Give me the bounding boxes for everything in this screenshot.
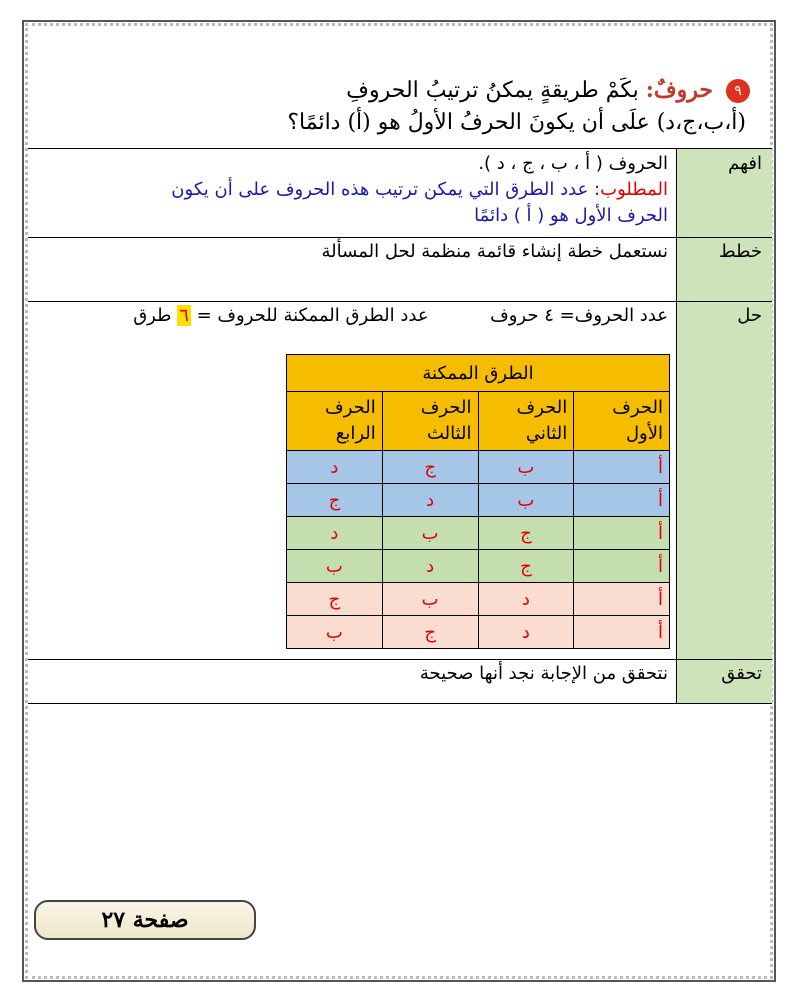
- table-cell: ج: [382, 451, 478, 484]
- column-header-line: الأول: [625, 423, 663, 444]
- column-header-line: الحرف: [325, 397, 376, 418]
- step-label-understand: افهم: [728, 153, 762, 174]
- row-divider: [28, 301, 772, 302]
- row-divider: [28, 659, 772, 660]
- column-header-line: الحرف: [516, 397, 568, 418]
- table-cell: د: [287, 451, 383, 484]
- table-cell: د: [287, 517, 383, 550]
- table-cell: ب: [382, 517, 478, 550]
- check-text: نتحقق من الإجابة نجد أنها صحيحة: [419, 663, 668, 684]
- plan-text: نستعمل خطة إنشاء قائمة منظمة لحل المسألة: [321, 241, 668, 262]
- required-line: [48, 177, 668, 203]
- question-heading: [50, 74, 750, 139]
- table-cell: د: [382, 550, 478, 583]
- row-divider: [28, 237, 772, 238]
- ways-count-value: ٦: [179, 305, 189, 326]
- table-cell: أ: [574, 451, 670, 484]
- table-cell: ج: [287, 484, 383, 517]
- table-row: [287, 583, 670, 616]
- table-cell: ج: [478, 550, 574, 583]
- letters-line: الحروف ( أ ، ب ، ج ، د ).: [478, 153, 668, 174]
- table-cell: أ: [574, 583, 670, 616]
- table-cell: أ: [574, 517, 670, 550]
- question-keyword: حروفٌ:: [645, 77, 713, 103]
- ways-count-label: عدد الطرق الممكنة للحروف =: [196, 305, 429, 326]
- problem-solving-plan: [28, 148, 772, 704]
- step-label-solve: حل: [737, 305, 762, 326]
- table-cell: ج: [287, 583, 383, 616]
- column-header: [287, 392, 383, 451]
- table-cell: ب: [287, 550, 383, 583]
- page-number-box: [34, 900, 256, 940]
- table-caption: الطرق الممكنة: [287, 355, 670, 392]
- table-cell: د: [478, 583, 574, 616]
- solve-line: [48, 303, 668, 329]
- column-header-line: الرابع: [335, 423, 376, 444]
- table-cell: أ: [574, 616, 670, 649]
- step-label-column: [676, 149, 772, 703]
- letter-count: عدد الحروف= ٤ حروف: [490, 305, 668, 326]
- question-line-1: بكَمْ طريقةٍ يمكنُ ترتيبُ الحروفِ: [346, 78, 639, 103]
- table-cell: ب: [478, 484, 574, 517]
- table-row: [287, 484, 670, 517]
- table-cell: أ: [574, 484, 670, 517]
- table-cell: ب: [382, 583, 478, 616]
- table-cell: ج: [382, 616, 478, 649]
- table-cell: د: [478, 616, 574, 649]
- table-cell: ج: [478, 517, 574, 550]
- column-header-line: الحرف: [612, 397, 663, 418]
- column-header: [382, 392, 478, 451]
- column-header: [574, 392, 670, 451]
- required-label: المطلوب: [600, 179, 668, 200]
- required-line-continued: الحرف الأول هو ( أ ) دائمًا: [474, 205, 668, 226]
- ways-count-unit: طرق: [133, 305, 172, 326]
- step-label-check: تحقق: [721, 663, 762, 684]
- table-row: [287, 451, 670, 484]
- column-header: [478, 392, 574, 451]
- table-cell: د: [382, 484, 478, 517]
- page-number: ٢٧: [101, 907, 126, 933]
- question-number-badge: ٩: [726, 79, 750, 103]
- table-cell: ب: [287, 616, 383, 649]
- step-label-plan: خطط: [719, 241, 762, 262]
- table-cell: ب: [478, 451, 574, 484]
- question-line-2: (أ،ب،ج،د) علَى أن يكونَ الحرفُ الأولُ هو (أ) دائمًا؟: [287, 110, 746, 135]
- column-header-line: الثاني: [525, 423, 568, 444]
- column-header-line: الحرف: [420, 397, 472, 418]
- table-cell: أ: [574, 550, 670, 583]
- table-row: [287, 616, 670, 649]
- column-header-line: الثالث: [426, 423, 472, 444]
- required-text: : عدد الطرق التي يمكن ترتيب هذه الحروف على أن يكون: [171, 179, 601, 200]
- possible-ways-table: [286, 354, 670, 649]
- table-row: [287, 550, 670, 583]
- understand-content: [48, 151, 668, 229]
- table-row: [287, 517, 670, 550]
- page-label: صفحة: [132, 907, 189, 933]
